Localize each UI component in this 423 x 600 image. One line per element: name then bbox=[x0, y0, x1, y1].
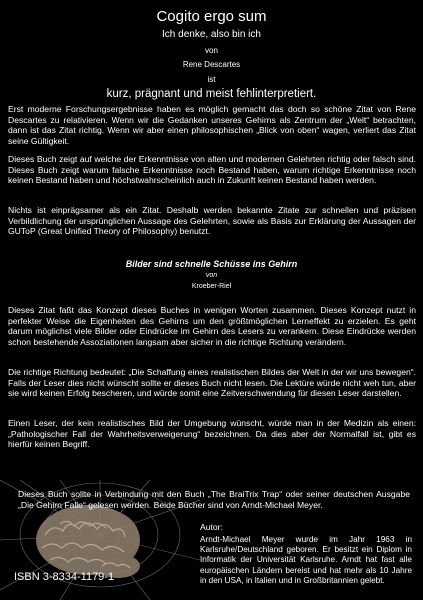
paragraph-4: Dieses Zitat faßt das Konzept dieses Buches in wenigen Worten zusammen. Dieses Konzept nutzt in perfekter Weise die Eigenheiten des Gehirns um den größtmöglichen Lerneffekt zu erzielen. Es geht darum möglichst viele Bilder oder Eindrücke im Gehirn des Lesers zu verankern. Diese Eindrücke werden schon bestehende Assoziationen langsam aber sicher in die richtige Richtung verändern. bbox=[8, 305, 416, 347]
quote-author: Kroeber-Riel bbox=[191, 283, 232, 290]
von-label: von bbox=[205, 46, 218, 55]
isbn: ISBN 3-8334-1179-1 bbox=[14, 571, 115, 583]
tagline: kurz, prägnant und meist fehlinterpretiert. bbox=[106, 88, 317, 100]
quote-von-label: von bbox=[205, 272, 218, 279]
author-name: Rene Descartes bbox=[182, 60, 241, 69]
paragraph-6: Einen Leser, der kein realistisches Bild der Umgebung wünscht, würde man in der Medizin als einen: „Pathologischer Fall der Wahrheitsverweigerung“ bezeichnen. Da dies aber der Normalfall ist, gibt es hierfür keinen Begriff. bbox=[8, 418, 416, 450]
bottom-paragraph: Dieses Buch sollte in Verbindung mit den Buch „The BraiTrix Trap“ oder seiner deutschen Ausgabe „Die Gehirn Falle“ gelesen werden. Beide Bücher sind von Arndt-Michael Meyer. bbox=[18, 489, 410, 510]
subtitle-translation: Ich denke, also bin ich bbox=[162, 29, 261, 40]
title: Cogito ergo sum bbox=[156, 8, 267, 25]
autor-label: Autor: bbox=[200, 522, 223, 532]
paragraph-5: Die richtige Richtung bedeutet: „Die Schaffung eines realistischen Bildes der Welt in der wir uns bewegen“. Falls der Leser dies nicht wünscht sollte er dieses Buch nicht lesen. Die Lektüre würde nicht weh tun, aber sie wird keinen Erfolg bescheren, und würde somit eine Zeitverschwendung für diesen Leser darstellen. bbox=[8, 367, 416, 399]
paragraph-3: Nichts ist einprägsamer als ein Zitat. Deshalb werden bekannte Zitate zur schnellen und präzisen Verbildlichung der ursprünglichen Aussage des Gelehrten, sowie als Basis zur Erklärung der Aussagen der GUToP (Great Unified Theory of Philosophy) benutzt. bbox=[8, 205, 416, 237]
paragraph-2: Dieses Buch zeigt auf welche der Erkenntnisse von alten und modernen Gelehrten richtig oder falsch sind. Dieses Buch zeigt warum falsche Erkenntnisse noch Bestand haben, warum richtige Erkenntnisse noch keinen Bestand haben und höchstwahrscheinlich auch in Zukunft keinen Bestand haben werden. bbox=[8, 154, 416, 186]
ist-label: ist bbox=[207, 75, 216, 84]
autor-bio: Arndt-Michael Meyer wurde im Jahr 1963 in Karlsruhe/Deutschland geboren. Er besitzt ein Diplom in Informatik der Universität Karlsruhe. Arndt hat fast alle europäischen Ländern bereist und hat mehr als 10 Jahre in den USA, in Italien und in Großbritannien gelebt. bbox=[200, 535, 412, 585]
quote-text: Bilder sind schnelle Schüsse ins Gehirn bbox=[125, 259, 298, 269]
paragraph-1: Erst moderne Forschungsergebnisse haben es möglich gemacht das doch so schöne Zitat von Rene Descartes zu relativieren. Wenn wir die Gedanken unseres Gehirns als Zentrum der „Welt“ betrachten, dann ist das Zitat richtig. Wenn wir aber einen philosophischen „Blick von oben“ wagen, verliert das Zitat seine Gültigkeit. bbox=[8, 104, 416, 146]
